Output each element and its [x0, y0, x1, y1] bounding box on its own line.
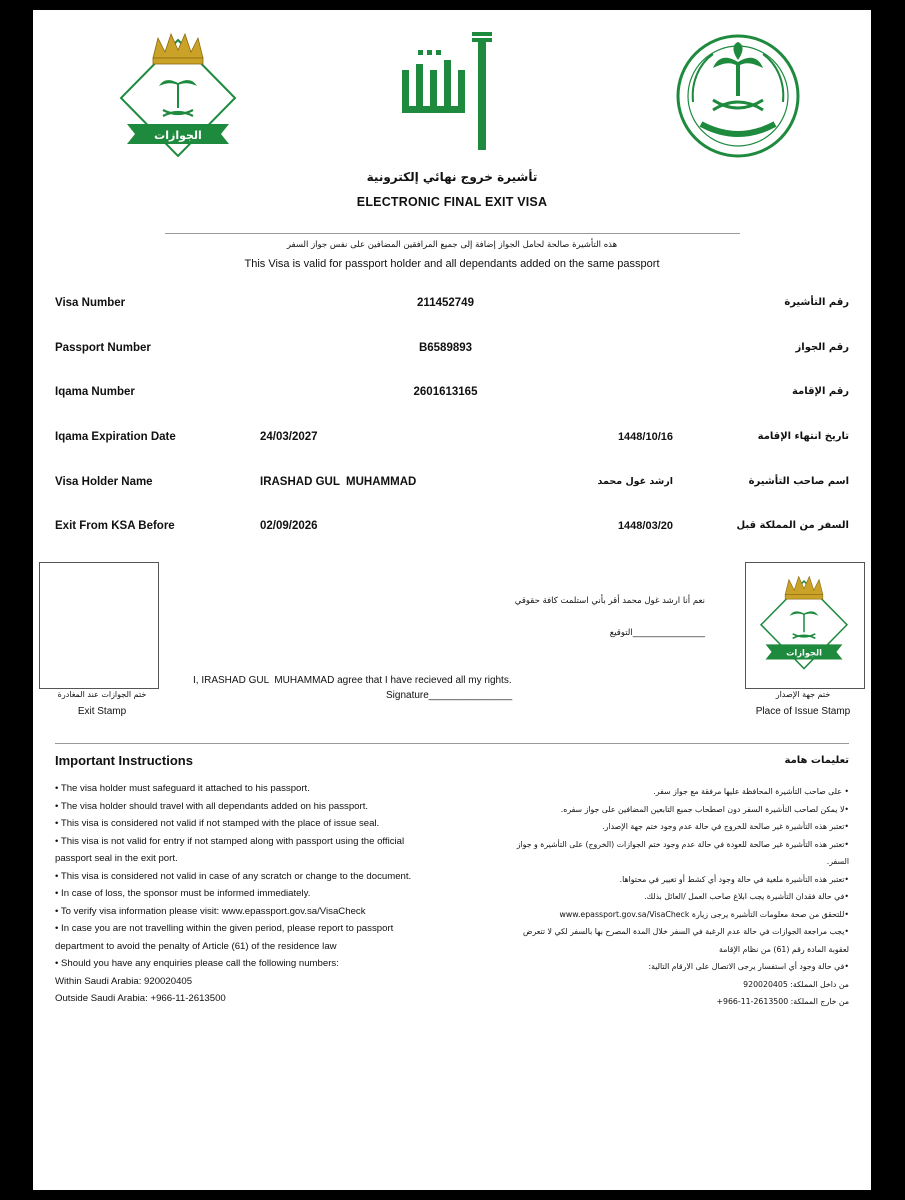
exit-before-label-ar: السفر من المملكة قبل — [736, 520, 849, 531]
exit-before-label: Exit From KSA Before — [55, 520, 175, 532]
iqama-expiration-label-ar: تاريخ انتهاء الإقامة — [757, 431, 849, 442]
visa-holder-label: Visa Holder Name — [55, 476, 153, 488]
visa-holder-name-ar: ارشد غول محمد — [597, 476, 673, 487]
jawazat-stamp-text: الجوازات — [786, 647, 822, 658]
list-item: •للتحقق من صحة معلومات التأشيرة يرجى زيارة www.epassport.gov.sa/VisaCheck — [559, 909, 849, 919]
visa-number-label: Visa Number — [55, 297, 126, 309]
list-item: من خارج المملكة: 2613500-11-966+ — [716, 997, 849, 1006]
list-item: Within Saudi Arabia: 920020405 — [55, 975, 193, 987]
validity-note-arabic: هذه التأشيرة صالحة لحامل الجواز إضافة إلى جميع المرافقين المضافين على نفس جواز السفر — [286, 240, 618, 250]
list-item: من داخل المملكة: 920020405 — [743, 979, 849, 989]
list-item: • This visa is considered not valid if not stamped with the place of issue seal. — [55, 818, 380, 829]
iqama-number-row — [33, 386, 871, 404]
list-item: • على صاحب التأشيرة المحافظة عليها مرفقة مع جواز سفر. — [653, 787, 849, 796]
instructions-list-arabic — [508, 783, 849, 1011]
iqama-number-label-ar: رقم الإقامة — [791, 386, 849, 397]
visa-holder-label-ar: اسم صاحب التأشيرة — [748, 476, 849, 487]
divider — [55, 743, 849, 744]
interior-ministry-emblem-icon — [673, 32, 803, 160]
iqama-expiration-hijri: 1448/10/16 — [617, 431, 673, 443]
list-item: • To verify visa information please visit: www.epassport.gov.sa/VisaCheck — [55, 905, 366, 917]
jawazat-emblem-text: الجوازات — [154, 129, 202, 142]
passport-number-label: Passport Number — [55, 342, 151, 354]
iqama-expiration-gregorian: 24/03/2027 — [260, 431, 318, 443]
instructions-list-english — [55, 780, 420, 1008]
visa-document — [33, 10, 871, 1190]
exit-stamp-label: Exit Stamp — [77, 706, 127, 717]
list-item: •في حالة فقدان التأشيرة يجب ابلاغ صاحب العمل /العائل بذلك. — [644, 892, 849, 901]
exit-before-hijri: 1448/03/20 — [617, 520, 673, 532]
exit-stamp-box — [39, 562, 159, 689]
iqama-number-label: Iqama Number — [55, 386, 135, 398]
list-item: •لا يمكن لصاحب التأشيرة السفر دون اصطحاب جميع التابعين المضافين على جواز سفره. — [560, 804, 849, 814]
iqama-expiration-row — [33, 431, 871, 449]
jawazat-emblem-icon — [113, 28, 243, 158]
issue-stamp-label-ar: ختم جهة الإصدار — [775, 690, 831, 699]
title-arabic: تأشيرة خروج نهائي إلكترونية — [366, 170, 538, 184]
iqama-expiration-label: Iqama Expiration Date — [55, 431, 176, 443]
iqama-number-value: 2601613165 — [413, 386, 478, 398]
declaration-english: I, IRASHAD GUL MUHAMMAD agree that I have recieved all my rights. — [193, 675, 512, 686]
visa-number-row — [33, 297, 871, 315]
validity-note-english: This Visa is valid for passport holder and all dependants added on the same passport — [244, 258, 660, 270]
absher-logo-icon — [398, 30, 503, 155]
visa-number-value: 211452749 — [417, 297, 474, 309]
list-item: • In case of loss, the sponsor must be informed immediately. — [55, 888, 311, 899]
list-item: •تعتبر هذه التأشيرة غير صالحة للعودة في حالة عدم وجود ختم الجوازات (الخروج) على التأشيرة و جواز السفر. — [516, 839, 849, 866]
signature-line-arabic: التوقيع_________________ — [609, 628, 705, 638]
title-english: ELECTRONIC FINAL EXIT VISA — [356, 195, 548, 209]
list-item: • The visa holder must safeguard it attached to his passport. — [55, 783, 310, 794]
list-item: •يجب مراجعة الجوازات في حالة عدم الرغبة في السفر خلال المدة المصرح بها بالسفر لكي لا تتعرض لعقوبة المادة رقم (61) من نظام الإقامة — [523, 927, 849, 954]
visa-number-label-ar: رقم التأشيرة — [784, 297, 849, 308]
list-item: • This visa is not valid for entry if not stamped along with passport using the official passport seal in the exit port. — [55, 835, 405, 864]
list-item: • The visa holder should travel with all dependants added on his passport. — [55, 800, 369, 812]
issue-stamp-label: Place of Issue Stamp — [755, 706, 851, 717]
list-item: •تعتبر هذه التأشيرة غير صالحة للخروج في حالة عدم وجود ختم جهة الإصدار. — [602, 822, 849, 831]
visa-holder-row — [33, 476, 871, 494]
exit-before-gregorian: 02/09/2026 — [260, 520, 318, 532]
passport-number-value: B6589893 — [418, 342, 473, 354]
list-item: •تعتبر هذه التأشيرة ملغية في حالة وجود أي كشط أو تغيير في محتواها. — [619, 874, 849, 884]
divider — [165, 233, 740, 234]
instructions-title-ar: تعليمات هامة — [784, 755, 849, 766]
visa-holder-name-en: IRASHAD GUL MUHAMMAD — [260, 476, 417, 488]
list-item: • Should you have any enquiries please call the following numbers: — [55, 958, 339, 969]
signature-line-english: Signature_______________ — [386, 690, 513, 701]
passport-number-row — [33, 342, 871, 360]
list-item: • In case you are not travelling within the given period, please report to passport department to avoid the penalty of Article (61) of the residence law — [55, 923, 394, 952]
list-item: •في حالة وجود أي استفسار يرجى الاتصال على الارقام التالية: — [648, 962, 849, 971]
instructions-title: Important Instructions — [55, 753, 193, 768]
exit-before-row — [33, 520, 871, 538]
passport-number-label-ar: رقم الجواز — [795, 342, 849, 353]
declaration-arabic: نعم أنا ارشد غول محمد أقر بأني استلمت كافة حقوقي — [514, 596, 705, 606]
list-item: Outside Saudi Arabia: +966-11-2613500 — [55, 993, 226, 1004]
exit-stamp-label-ar: ختم الجوازات عند المغادرة — [57, 690, 147, 699]
jawazat-stamp-icon — [755, 572, 853, 670]
list-item: • This visa is considered not valid in case of any scratch or change to the document. — [55, 870, 412, 882]
